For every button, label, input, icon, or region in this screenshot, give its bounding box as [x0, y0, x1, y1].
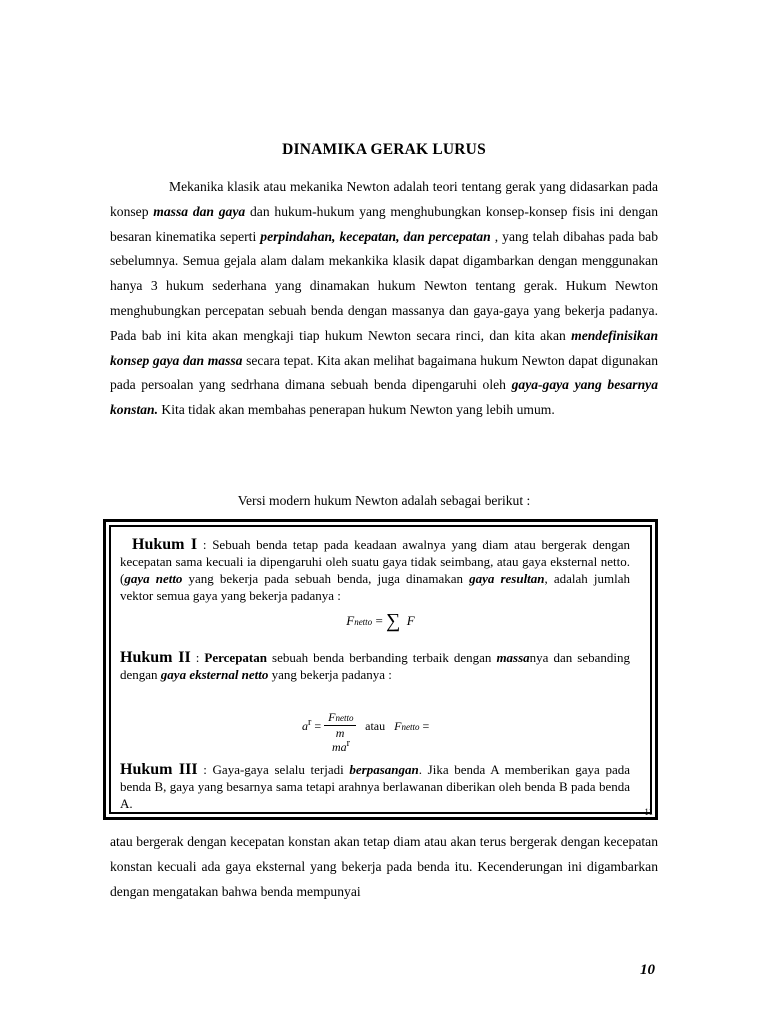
law-2	[120, 649, 630, 683]
f2-eq: =	[311, 719, 325, 734]
law-2-text-1: :	[190, 650, 205, 665]
intro-paragraph	[110, 175, 658, 423]
f2-atau: atau	[365, 719, 386, 734]
page-number: 10	[640, 962, 655, 978]
law-1-title: Hukum I	[132, 536, 198, 553]
para-bold-3: mendefinisikan konsep gaya dan massa	[110, 327, 658, 368]
f2-lhs-sub: netto	[401, 722, 420, 733]
box-page-mark: 11	[644, 807, 653, 817]
law-1-bold-2: gaya resultan	[469, 571, 545, 586]
law-1-text-2: yang bekerja pada sebuah benda, juga dinamakan	[182, 571, 470, 586]
formula-newton-2	[302, 704, 430, 754]
para-text-5: Kita tidak akan membahas penerapan hukum Newton yang lebih umum.	[157, 402, 555, 418]
f1-rhs: F	[406, 613, 415, 628]
law-2-text-2: sebuah benda berbanding terbaik dengan	[266, 650, 497, 665]
f2-ma: ma	[332, 740, 347, 754]
law-3-bold-1: berpasangan	[349, 762, 419, 777]
continuation-text: atau bergerak dengan kecepatan konstan akan tetap diam atau akan terus bergerak dengan kecepatan konstan kecuali ada gaya eksternal yang bekerja pada benda itu. Kecenderungan ini digambarkan dengan mengatakan bahwa benda mempunyai	[110, 834, 658, 899]
f2-fraction	[324, 710, 356, 741]
law-1-text-3: , adalah jumlah vektor semua gaya yang bekerja padanya :	[120, 571, 631, 603]
law-1-bold-1: gaya netto	[124, 571, 183, 586]
para-bold-1: massa dan gaya	[153, 203, 246, 219]
f2-lhs: F	[394, 719, 402, 734]
law-2-title: Hukum II	[120, 649, 191, 666]
para-bold-2: perpindahan, kecepatan, dan percepatan	[260, 228, 491, 244]
f2-a: a	[302, 719, 308, 734]
law-3-text-1: : Gaya-gaya selalu terjadi	[197, 762, 350, 777]
law-2-bold-3: gaya eksternal netto	[160, 667, 269, 682]
law-1-text-1: : Sebuah benda tetap pada keadaan awalnya yang diam atau bergerak dengan kecepatan sama kecuali ia dipengaruhi oleh suatu gaya tidak seimbang, atau gaya eksternal netto. (	[120, 537, 630, 586]
law-2-text-3: nya dan sebanding dengan	[120, 650, 630, 682]
para-bold-4: gaya-gaya yang besarnya konstan.	[110, 377, 658, 418]
law-3-title: Hukum III	[120, 761, 198, 778]
para-text-3: , yang telah dibahas pada bab sebelumnya. Semua gejala alam dalam mekankika klasik dapat digambarkan dengan menggunakan hanya 3 hukum sederhana yang dinamakan hukum Newton tentang gerak. Hukum Newton menghubungkan percepatan sebuah benda dengan massanya dan gaya-gaya yang bekerja padanya. Pada bab ini kita akan mengkaji tiap hukum Newton secara rinci, dan kita akan	[110, 228, 658, 343]
f2-num-sub: netto	[335, 713, 354, 723]
law-1	[120, 536, 630, 604]
newton-laws-box	[103, 519, 658, 820]
law-3	[120, 761, 630, 812]
formula-netto-sum	[106, 610, 655, 633]
page-title: DINAMIKA GERAK LURUS	[282, 141, 486, 158]
f2-r: r	[308, 717, 312, 729]
f1-eq: =	[372, 613, 387, 628]
para-text-2: dan hukum-hukum yang menghubungkan konsep-konsep fisis ini dengan besaran kinematika seperti	[110, 203, 658, 244]
law-2-bold-2: massa	[496, 650, 530, 665]
f2-num: F	[328, 710, 336, 724]
law-2-text-4: yang bekerja padanya :	[268, 667, 392, 682]
f2-eq2: =	[419, 719, 430, 734]
para-text-4: secara tepat. Kita akan melihat bagaimana hukum Newton dapat digunakan pada persoalan yang sedrhana dimana sebuah benda dipengaruhi oleh	[110, 352, 659, 393]
sum-symbol: ∑	[386, 610, 401, 632]
f1-main: F	[346, 613, 355, 628]
laws-intro: Versi modern hukum Newton adalah sebagai berikut :	[237, 493, 531, 508]
para-text-1: Mekanika klasik atau mekanika Newton adalah teori tentang gerak yang didasarkan pada konsep	[110, 179, 658, 219]
law-2-bold-1: Percepatan	[204, 650, 267, 665]
f2-ma-r: r	[346, 738, 351, 749]
f2-den: m	[335, 726, 345, 740]
law-3-text-2: . Jika benda A memberikan gaya pada benda B, gaya yang besarnya sama tetapi arahnya berlawanan diberikan oleh benda B pada benda A.	[120, 762, 630, 811]
f1-sub: netto	[354, 617, 373, 627]
continuation-paragraph	[110, 830, 658, 904]
